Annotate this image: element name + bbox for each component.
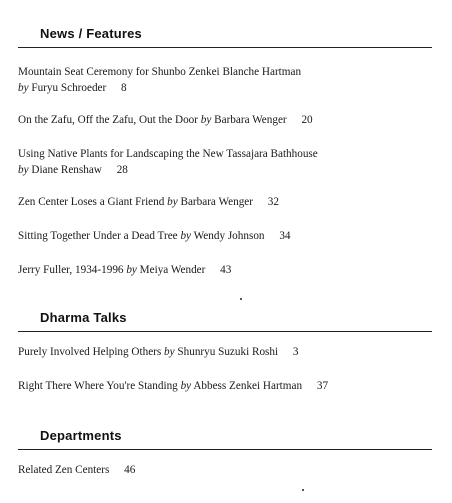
entry-page-number: 46 — [124, 464, 136, 476]
section-header — [18, 428, 432, 450]
entry-by: by — [126, 264, 137, 276]
section-divider — [18, 449, 432, 450]
entry-by: by — [180, 380, 192, 392]
section-title: News / Features — [40, 26, 142, 41]
entry-author: Barbara Wenger — [214, 114, 287, 126]
toc-entry[interactable] — [18, 228, 418, 244]
section-header — [18, 26, 432, 48]
entry-by: by — [180, 230, 192, 242]
section-divider — [18, 331, 432, 332]
section-title: Departments — [40, 428, 122, 443]
entry-title: Mountain Seat Ceremony for Shunbo Zenkei Blanche Hartman — [18, 66, 302, 78]
section-news-features — [18, 26, 432, 276]
section-dharma-talks — [18, 310, 432, 392]
toc-entry[interactable] — [18, 194, 418, 210]
scan-speck — [302, 489, 304, 491]
entry-author: Diane Renshaw — [31, 164, 102, 176]
entry-title: Related Zen Centers — [18, 464, 110, 476]
toc-entry[interactable] — [18, 64, 418, 96]
entry-title: Right There Where You're Standing — [18, 380, 178, 392]
toc-entry[interactable] — [18, 378, 418, 394]
section-title: Dharma Talks — [40, 310, 127, 325]
section-divider — [18, 47, 432, 48]
entry-by: by — [167, 196, 178, 208]
section-header — [18, 310, 432, 332]
section-departments — [18, 428, 432, 476]
toc-entry[interactable] — [18, 146, 418, 178]
entry-by: by — [164, 346, 175, 358]
entry-page-number: 3 — [292, 346, 299, 358]
entry-page-number: 8 — [121, 82, 127, 94]
entry-author: Furyu Schroeder — [31, 82, 107, 94]
entry-title: Jerry Fuller, 1934-1996 — [18, 264, 124, 276]
entry-title: Zen Center Loses a Giant Friend — [18, 196, 165, 208]
toc-entry[interactable] — [18, 344, 418, 360]
toc-entry[interactable] — [18, 462, 418, 478]
entry-page-number: 37 — [316, 380, 329, 392]
entry-author: Meiya Wender — [139, 264, 206, 276]
entry-page-number: 20 — [301, 114, 313, 126]
entry-author: Barbara Wenger — [180, 196, 253, 208]
entry-by: by — [18, 164, 29, 176]
toc-entry[interactable] — [18, 112, 418, 128]
entry-author: Wendy Johnson — [193, 230, 265, 242]
entry-title: Purely Involved Helping Others — [18, 346, 162, 358]
entry-title: On the Zafu, Off the Zafu, Out the Door — [18, 114, 198, 126]
toc-entry[interactable] — [18, 262, 418, 278]
scan-speck — [240, 298, 242, 300]
entry-author: Shunryu Suzuki Roshi — [177, 346, 279, 358]
entry-page-number: 32 — [267, 196, 279, 208]
entry-page-number: 28 — [116, 164, 128, 176]
entry-author: Abbess Zenkei Hartman — [193, 380, 303, 392]
entry-by: by — [200, 114, 212, 126]
entry-page-number: 43 — [220, 264, 232, 276]
entry-page-number: 34 — [279, 230, 291, 242]
entry-title: Sitting Together Under a Dead Tree — [18, 230, 178, 242]
entry-title: Using Native Plants for Landscaping the New Tassajara Bathhouse — [18, 148, 318, 160]
entry-by: by — [18, 82, 29, 94]
